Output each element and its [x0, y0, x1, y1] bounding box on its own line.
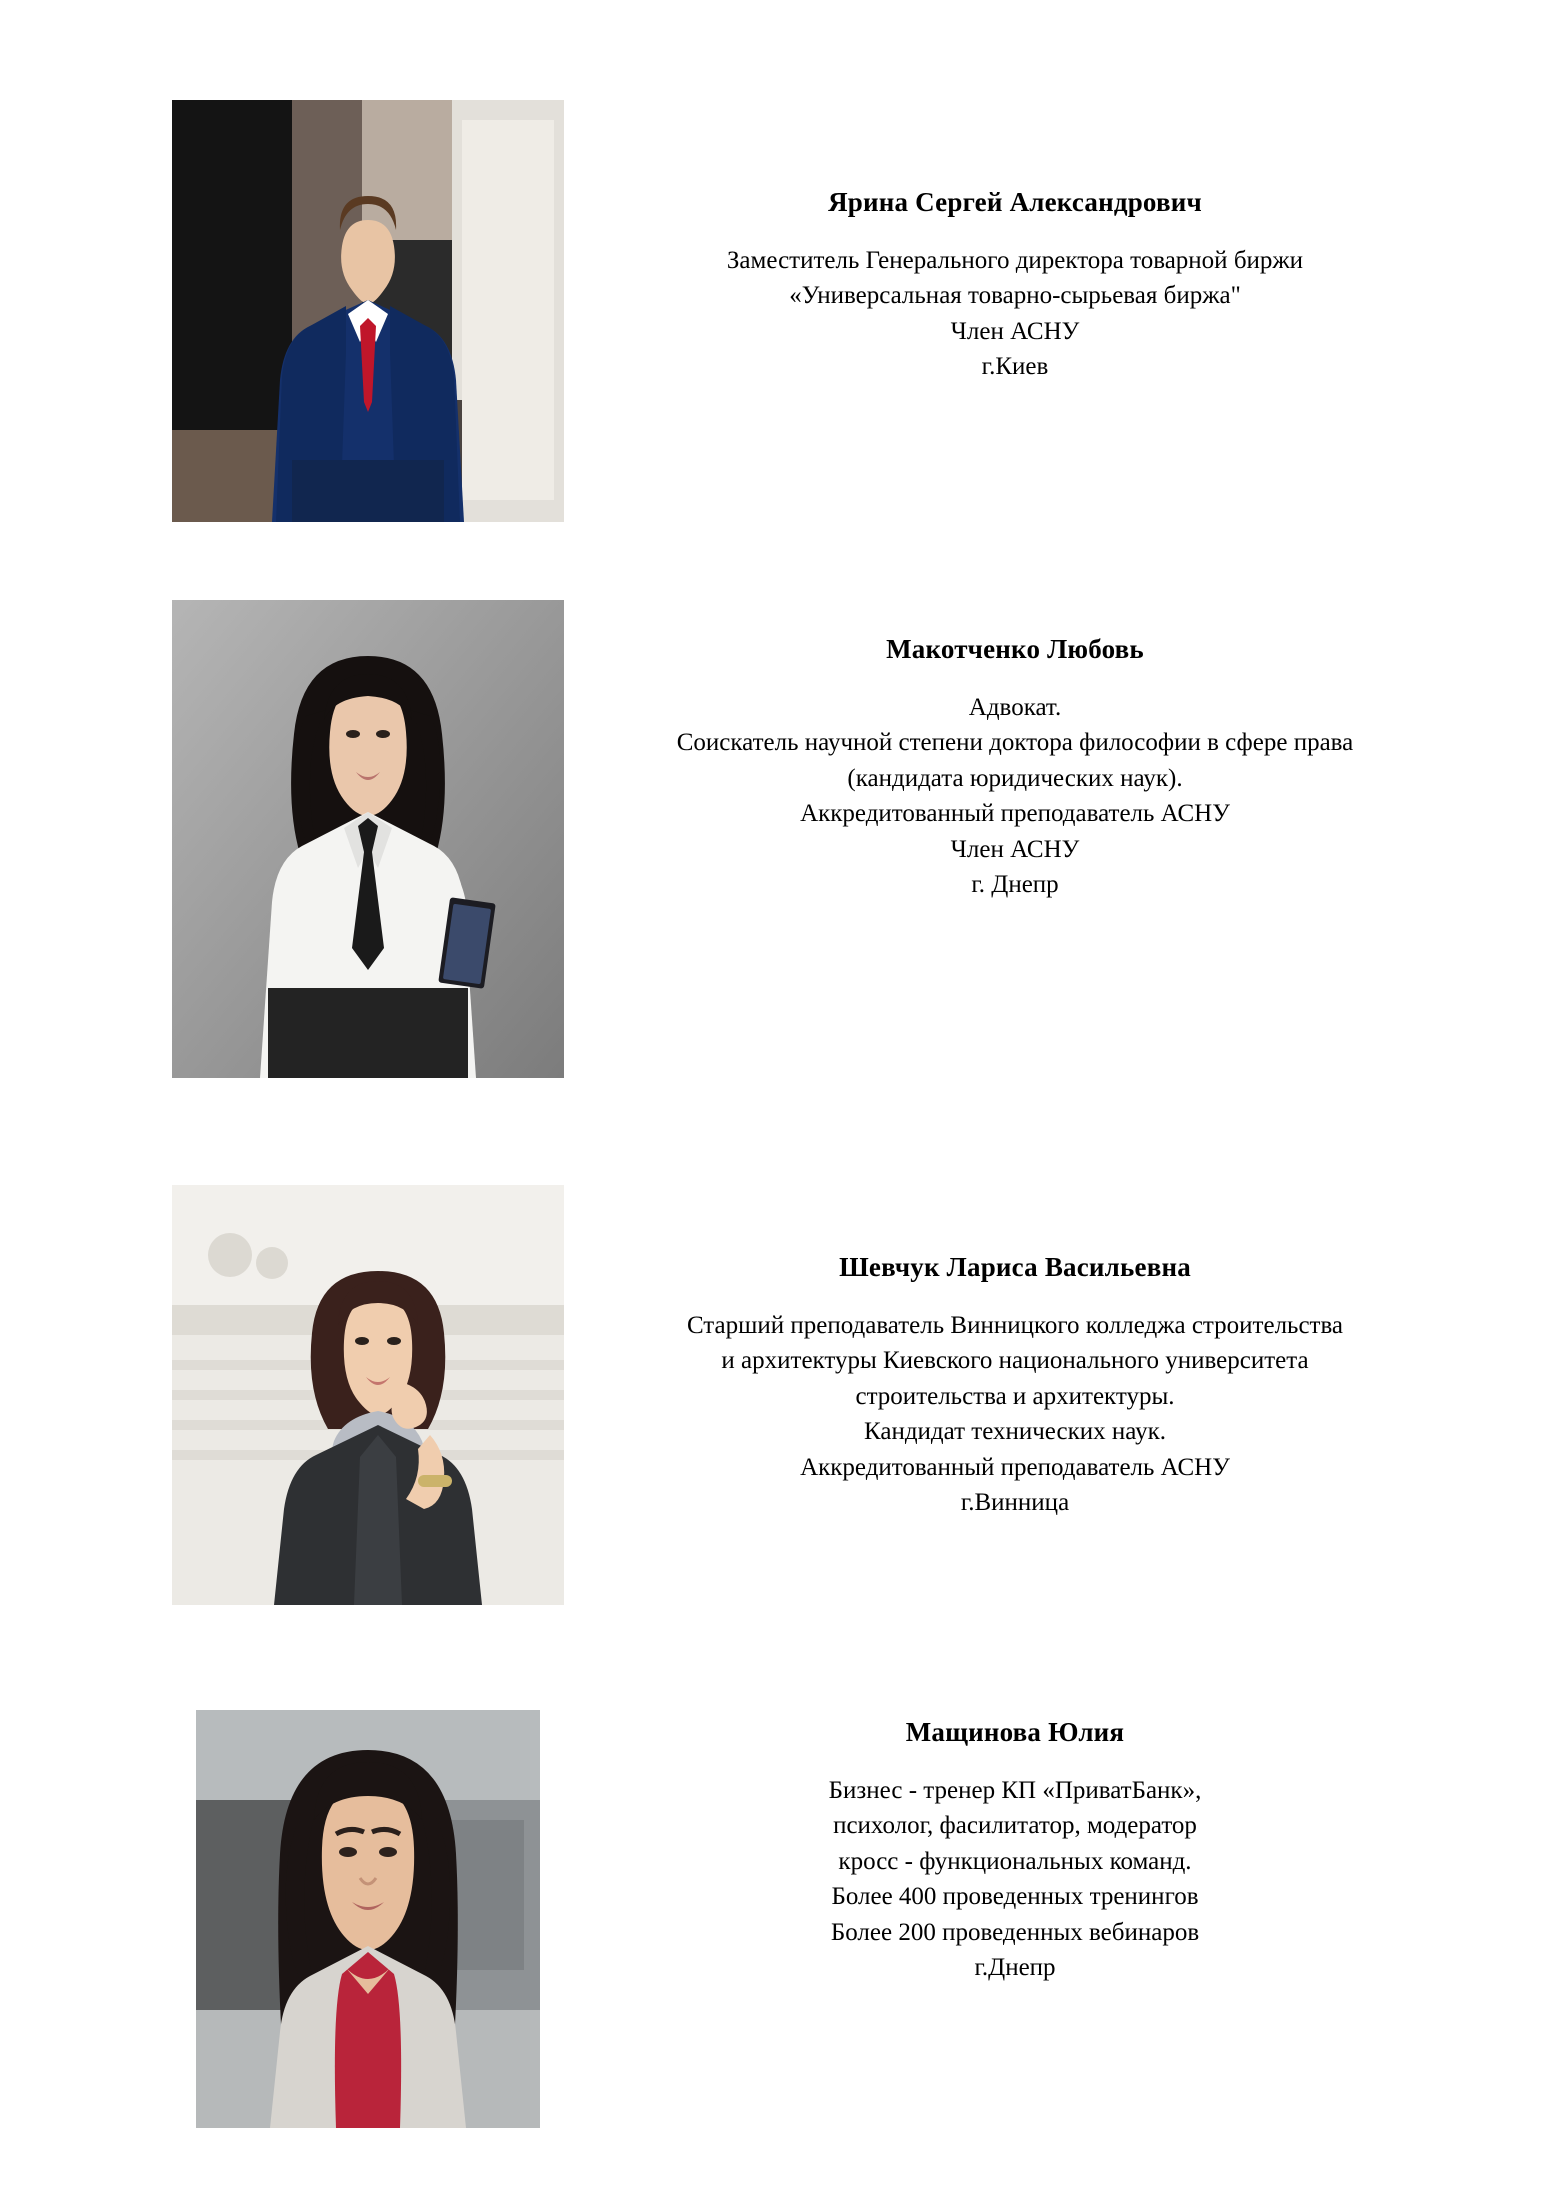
person-name: Ярина Сергей Александрович — [828, 187, 1202, 217]
desc-line: Адвокат. — [968, 693, 1062, 721]
desc-line: Старший преподаватель Винницкого колледжа строительства — [686, 1311, 1344, 1339]
person-description — [600, 243, 1430, 385]
desc-line: Более 200 проведенных вебинаров — [830, 1918, 1200, 1946]
person-photo-shevchuk — [172, 1185, 564, 1605]
desc-line: г.Винница — [960, 1489, 1070, 1517]
person-name: Шевчук Лариса Васильевна — [839, 1252, 1191, 1282]
desc-line: «Универсальная товарно-сырьевая биржа" — [789, 282, 1241, 310]
desc-line: Заместитель Генерального директора товарной биржи — [726, 246, 1304, 274]
person-description — [570, 690, 1460, 903]
desc-line: Аккредитованный преподаватель АСНУ — [800, 800, 1230, 828]
person-photo-mashchinova — [196, 1710, 540, 2128]
person-text-mashchinova — [600, 1715, 1430, 1986]
desc-line: Соискатель научной степени доктора философии в сфере права — [676, 729, 1354, 757]
person-photo-yarina — [172, 100, 564, 522]
desc-line: (кандидата юридических наук). — [847, 764, 1183, 792]
person-description — [570, 1308, 1460, 1521]
desc-line: строительства и архитектуры. — [855, 1382, 1175, 1410]
desc-line: и архитектуры Киевского национального университета — [721, 1347, 1309, 1375]
desc-line: Более 400 проведенных тренингов — [831, 1883, 1199, 1911]
desc-line: Кандидат технических наук. — [864, 1418, 1166, 1446]
person-entry — [0, 0, 1555, 420]
desc-line: кросс - функциональных команд. — [838, 1847, 1192, 1875]
person-text-yarina — [600, 185, 1430, 385]
desc-line: г. Днепр — [971, 871, 1059, 899]
desc-line: Член АСНУ — [950, 835, 1080, 863]
desc-line: психолог, фасилитатор, модератор — [833, 1812, 1197, 1840]
person-text-shevchuk — [570, 1250, 1460, 1521]
desc-line: Аккредитованный преподаватель АСНУ — [800, 1453, 1230, 1481]
person-description — [600, 1773, 1430, 1986]
person-name: Макотченко Любовь — [886, 634, 1144, 664]
person-name: Мащинова Юлия — [905, 1717, 1125, 1747]
desc-line: Бизнес - тренер КП «ПриватБанк», — [828, 1776, 1202, 1804]
desc-line: г.Днепр — [974, 1954, 1056, 1982]
person-photo-makotchenko — [172, 600, 564, 1078]
person-text-makotchenko — [570, 632, 1460, 903]
desc-line: г.Киев — [981, 353, 1049, 381]
desc-line: Член АСНУ — [950, 317, 1080, 345]
